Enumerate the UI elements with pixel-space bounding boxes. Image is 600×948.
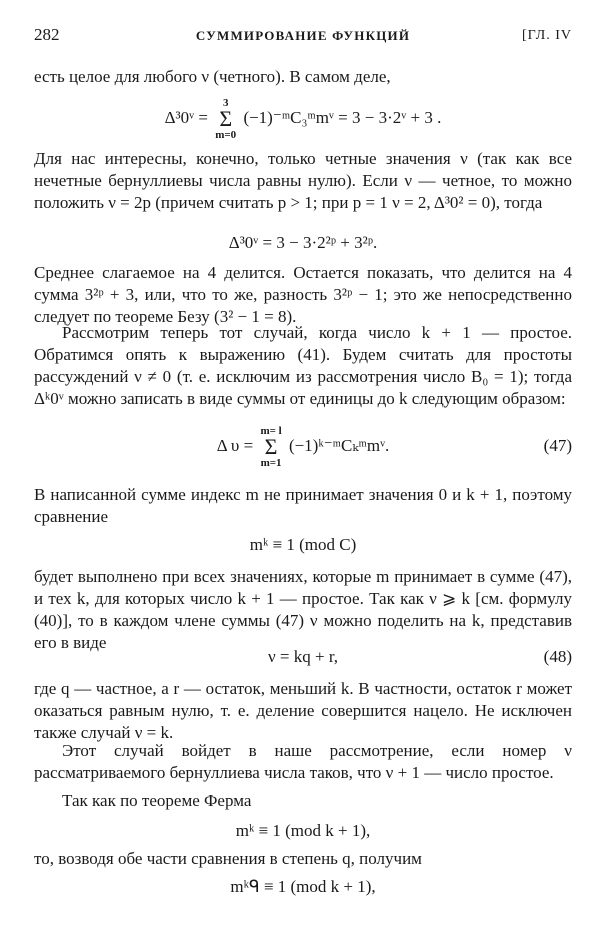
chapter-label: [ГЛ. IV	[522, 28, 572, 43]
paragraph-9: Так как по теореме Ферма	[62, 791, 252, 810]
formula-body: (−1)ᵏ⁻ᵐCₖᵐmᵛ.	[288, 436, 390, 455]
summation-sign	[260, 425, 281, 469]
formula-division: ν = kq + r,	[267, 647, 339, 666]
paragraph-4: Рассмотрим теперь тот случай, когда число k + 1 — простое. Обратимся опять к выражению (41). Будем считать для простоты рассуждений ν ≠ 0 (т. е. исключим из рассмотрения число B₀ = 1); тогда Δᵏ0ᵛ можно записать в виде суммы от единицы до k следующим образом:	[34, 323, 572, 408]
formula-delta3-sum	[34, 96, 572, 140]
equation-number-47: (47)	[543, 436, 572, 455]
book-page	[34, 0, 572, 948]
sigma-symbol: Σ	[264, 434, 278, 460]
page-number: 282	[34, 25, 60, 44]
paragraph-2: Для нас интересны, конечно, только четные значения ν (так как все нечетные бернуллиевы числа равны нулю). Если ν — четное, то можно положить ν = 2p (причем считать p > 1; при p = 1 ν = 2, Δ³0² = 0), тогда	[34, 149, 572, 212]
formula-lhs: Δ υ =	[216, 436, 254, 455]
sum-lower-limit: m=0	[215, 129, 237, 142]
paragraph-5: В написанной сумме индекс m не принимает значения 0 и k + 1, поэтому сравнение	[34, 485, 572, 526]
formula-body: (−1)⁻ᵐC₃ᵐmᵛ = 3 − 3·2ᵛ + 3 .	[243, 108, 442, 127]
formula-lhs: Δ³0ᵛ =	[164, 108, 208, 127]
sum-lower-limit: m=1	[260, 457, 282, 470]
formula-delta3-even: Δ³0ᵛ = 3 − 3·2²ᵖ + 3²ᵖ.	[228, 233, 378, 252]
formula-congruence-mod-c: mᵏ ≡ 1 (mod C)	[249, 535, 357, 554]
equation-number-48: (48)	[543, 647, 572, 666]
paragraph-10: то, возводя обе части сравнения в степень q, получим	[34, 849, 422, 868]
running-header	[34, 24, 572, 46]
formula-48	[34, 646, 572, 668]
formula-fermat: mᵏ ≡ 1 (mod k + 1),	[235, 821, 371, 840]
paragraph-3: Среднее слагаемое на 4 делится. Остается показать, что делится на 4 сумма 3²ᵖ + 3, или, что то же, разность 3²ᵖ − 1; это же непосредственно следует по теореме Безу (3² − 1 = 8).	[34, 263, 572, 326]
summation-sign	[215, 97, 236, 141]
sum-upper-limit: m= l	[260, 425, 282, 438]
paragraph-7: где q — частное, а r — остаток, меньший k. В частности, остаток r может оказаться равным нулю, т. е. деление совершится нацело. Не исключен также случай ν = k.	[34, 679, 572, 742]
paragraph-1: есть целое для любого ν (четного). В самом деле,	[34, 67, 391, 86]
sum-upper-limit: 3	[222, 97, 229, 110]
sigma-symbol: Σ	[219, 106, 233, 132]
formula-47	[34, 422, 572, 470]
paragraph-6: будет выполнено при всех значениях, которые m принимает в сумме (47), и тех k, для которых число k + 1 — простое. Так как ν ⩾ k [см. формулу (40)], то в каждом члене суммы (47) ν можно поделить на k, представив его в виде	[34, 567, 572, 652]
paragraph-8: Этот случай войдет в наше рассмотрение, если номер ν рассматриваемого бернуллиева числа таков, что ν + 1 — число простое.	[34, 741, 572, 782]
formula-fermat-power-q: mᵏᑫ ≡ 1 (mod k + 1),	[230, 877, 376, 896]
running-title: СУММИРОВАНИЕ ФУНКЦИЙ	[195, 28, 411, 43]
